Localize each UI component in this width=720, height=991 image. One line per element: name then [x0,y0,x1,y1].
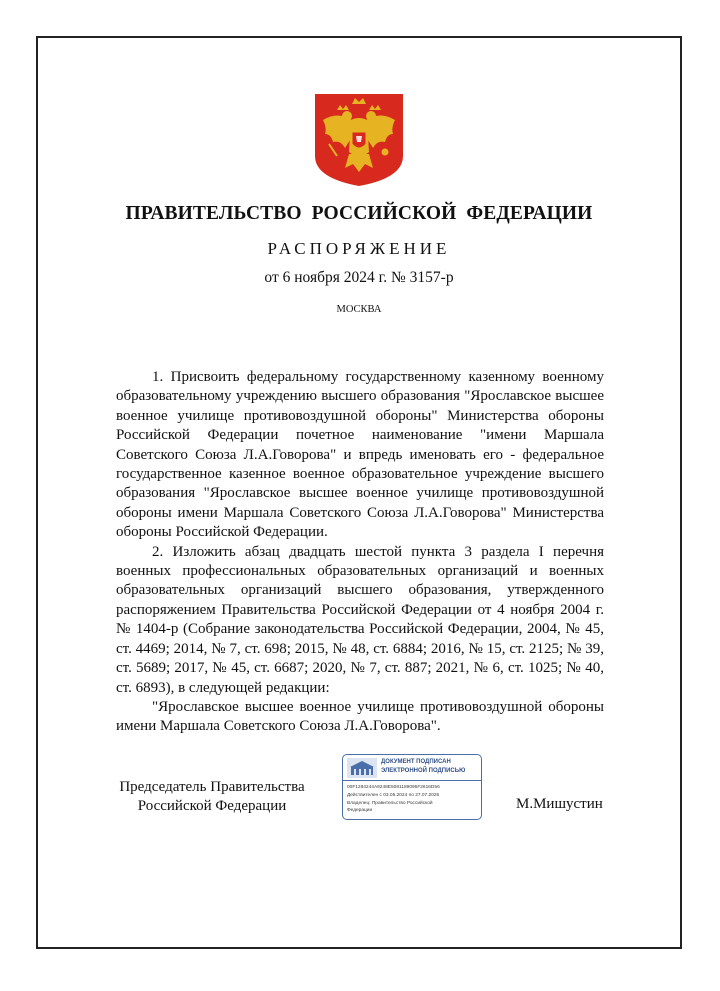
paragraph-2: 2. Изложить абзац двадцать шестой пункта 3 раздела I перечня военных профессиональных образовательных организаций и военных образовательных организаций высшего образования, утвержденного распоряжением Правительства Российской Федерации от 4 ноября 2004 г. № 1404-р (Собрание законодательства Российской Федерации, 2004, № 45, ст. 4469; 2014, № 7, ст. 698; 2015, № 48, ст. 6884; 2016, № 15, ст. 2125; № 39, ст. 5689; 2017, № 45, ст. 6687; 2020, № 7, ст. 887; 2021, № 6, ст. 1025; № 40, ст. 6893), в следующей редакции: [116,543,604,696]
document-body [116,368,604,737]
stamp-header [343,755,481,781]
stamp-certificate: 00F1284244A9248E5081189095F2616D56 [347,785,440,790]
signatory-position-line1: Председатель Правительства [119,779,305,795]
stamp-title-line2: ЭЛЕКТРОННОЙ ПОДПИСЬЮ [381,768,466,774]
government-building-icon [347,758,377,778]
signatory-position-line2: Российской Федерации [137,798,287,814]
paragraph-1: 1. Присвоить федеральному государственному казенному военному образовательному учреждению высшего образования "Ярославское высшее военное училище противовоздушной обороны" Министерства обороны Российской Федерации почетное наименование "имени Маршала Советского Союза Л.А.Говорова" и впредь именовать его - федеральное государственное казенное военное образовательное учреждение высшего образования "Ярославское высшее военное училище противовоздушной обороны имени Маршала Советского Союза Л.А.Говорова" Министерства обороны Российской Федерации. [116,369,604,541]
paragraph-3: "Ярославское высшее военное училище противовоздушной обороны имени Маршала Советского Союза Л.А.Говорова". [116,698,604,735]
stamp-title-line1: ДОКУМЕНТ ПОДПИСАН [381,759,451,765]
stamp-owner: Владелец: Правительство Российской [347,801,433,806]
document-date-number: от 6 ноября 2024 г. № 3157-р [264,269,454,286]
city: МОСКВА [336,304,382,315]
signatory-name: М.Мишустин [516,796,603,812]
stamp-validity: Действителен с 03.05.2024 по 27.07.2025 [347,793,440,798]
government-title: ПРАВИТЕЛЬСТВО РОССИЙСКОЙ ФЕДЕРАЦИИ [125,203,593,224]
document-type: РАСПОРЯЖЕНИЕ [267,239,451,258]
electronic-signature-stamp [342,754,482,820]
russian-coat-of-arms-icon [315,94,403,186]
signatory-position [112,778,312,816]
stamp-owner-cont: Федерации [347,808,373,813]
